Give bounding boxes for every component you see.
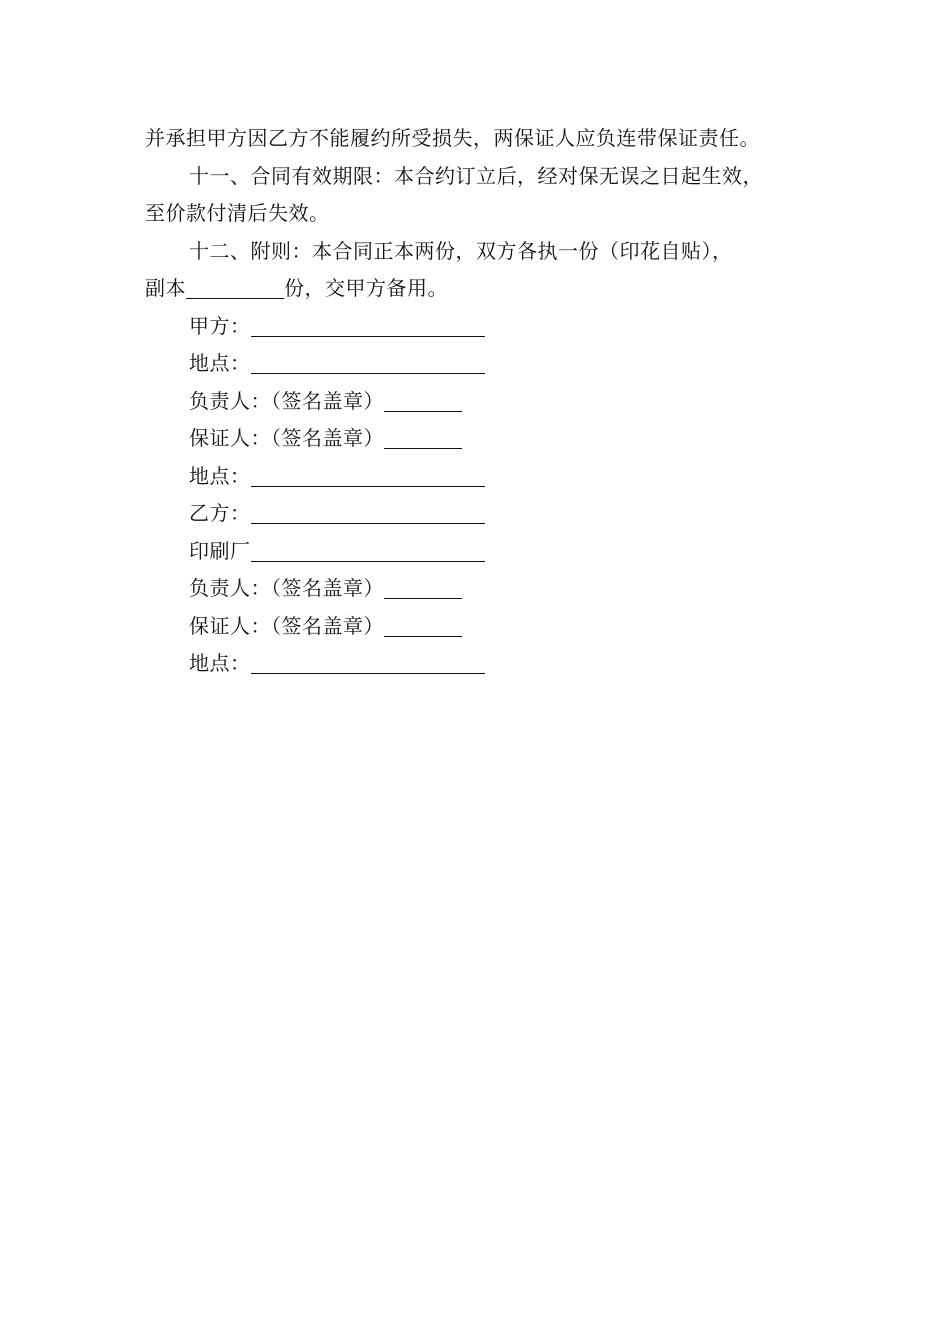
copies-label: 副本	[145, 276, 186, 300]
printing-factory-label: 印刷厂	[189, 538, 251, 563]
clause-12-line-2	[145, 270, 845, 308]
copies-suffix: 份，交甲方备用。	[284, 276, 448, 300]
party-a-location-row	[145, 345, 845, 383]
copies-count-blank	[186, 278, 284, 299]
party-b-location-blank	[251, 653, 485, 674]
party-a-location-label: 地点：	[189, 351, 251, 375]
clause-12-line-1: 十二、附则：本合同正本两份，双方各执一份（印花自贴），	[189, 238, 733, 263]
party-a-guarantor-row	[145, 420, 845, 458]
party-a-guarantor-location-label: 地点：	[189, 463, 251, 488]
party-a-guarantor-blank	[384, 428, 462, 449]
party-b-guarantor-row	[145, 608, 845, 646]
party-a-guarantor-location-blank	[251, 466, 485, 487]
paragraph-line: 并承担甲方因乙方不能履约所受损失，两保证人应负连带保证责任。	[145, 126, 760, 150]
party-a-responsible-row	[145, 383, 845, 421]
party-b-responsible-label: 负责人：（签名盖章）	[189, 576, 384, 600]
party-a-guarantor-location-row	[145, 458, 845, 496]
party-a-label: 甲方：	[189, 313, 251, 338]
party-a-blank	[251, 316, 485, 337]
party-b-blank	[251, 503, 485, 524]
party-b-guarantor-label: 保证人：（签名盖章）	[189, 613, 384, 638]
printing-factory-row	[145, 533, 845, 571]
party-a-guarantor-label: 保证人：（签名盖章）	[189, 426, 384, 450]
party-b-location-label: 地点：	[189, 651, 251, 675]
party-a-responsible-blank	[384, 391, 462, 412]
party-a-responsible-label: 负责人：（签名盖章）	[189, 388, 384, 413]
printing-factory-blank	[251, 541, 485, 562]
party-a-row	[145, 308, 845, 346]
clause-11-line-1: 十一、合同有效期限：本合约订立后，经对保无误之日起生效，	[189, 163, 763, 188]
party-b-responsible-blank	[384, 578, 462, 599]
party-b-responsible-row	[145, 570, 845, 608]
party-b-row	[145, 495, 845, 533]
party-b-label: 乙方：	[189, 501, 251, 525]
clause-11-line-2: 至价款付清后失效。	[145, 201, 330, 225]
party-a-location-blank	[251, 353, 485, 374]
contract-body	[145, 120, 845, 683]
party-b-location-row	[145, 645, 845, 683]
party-b-guarantor-blank	[384, 616, 462, 637]
